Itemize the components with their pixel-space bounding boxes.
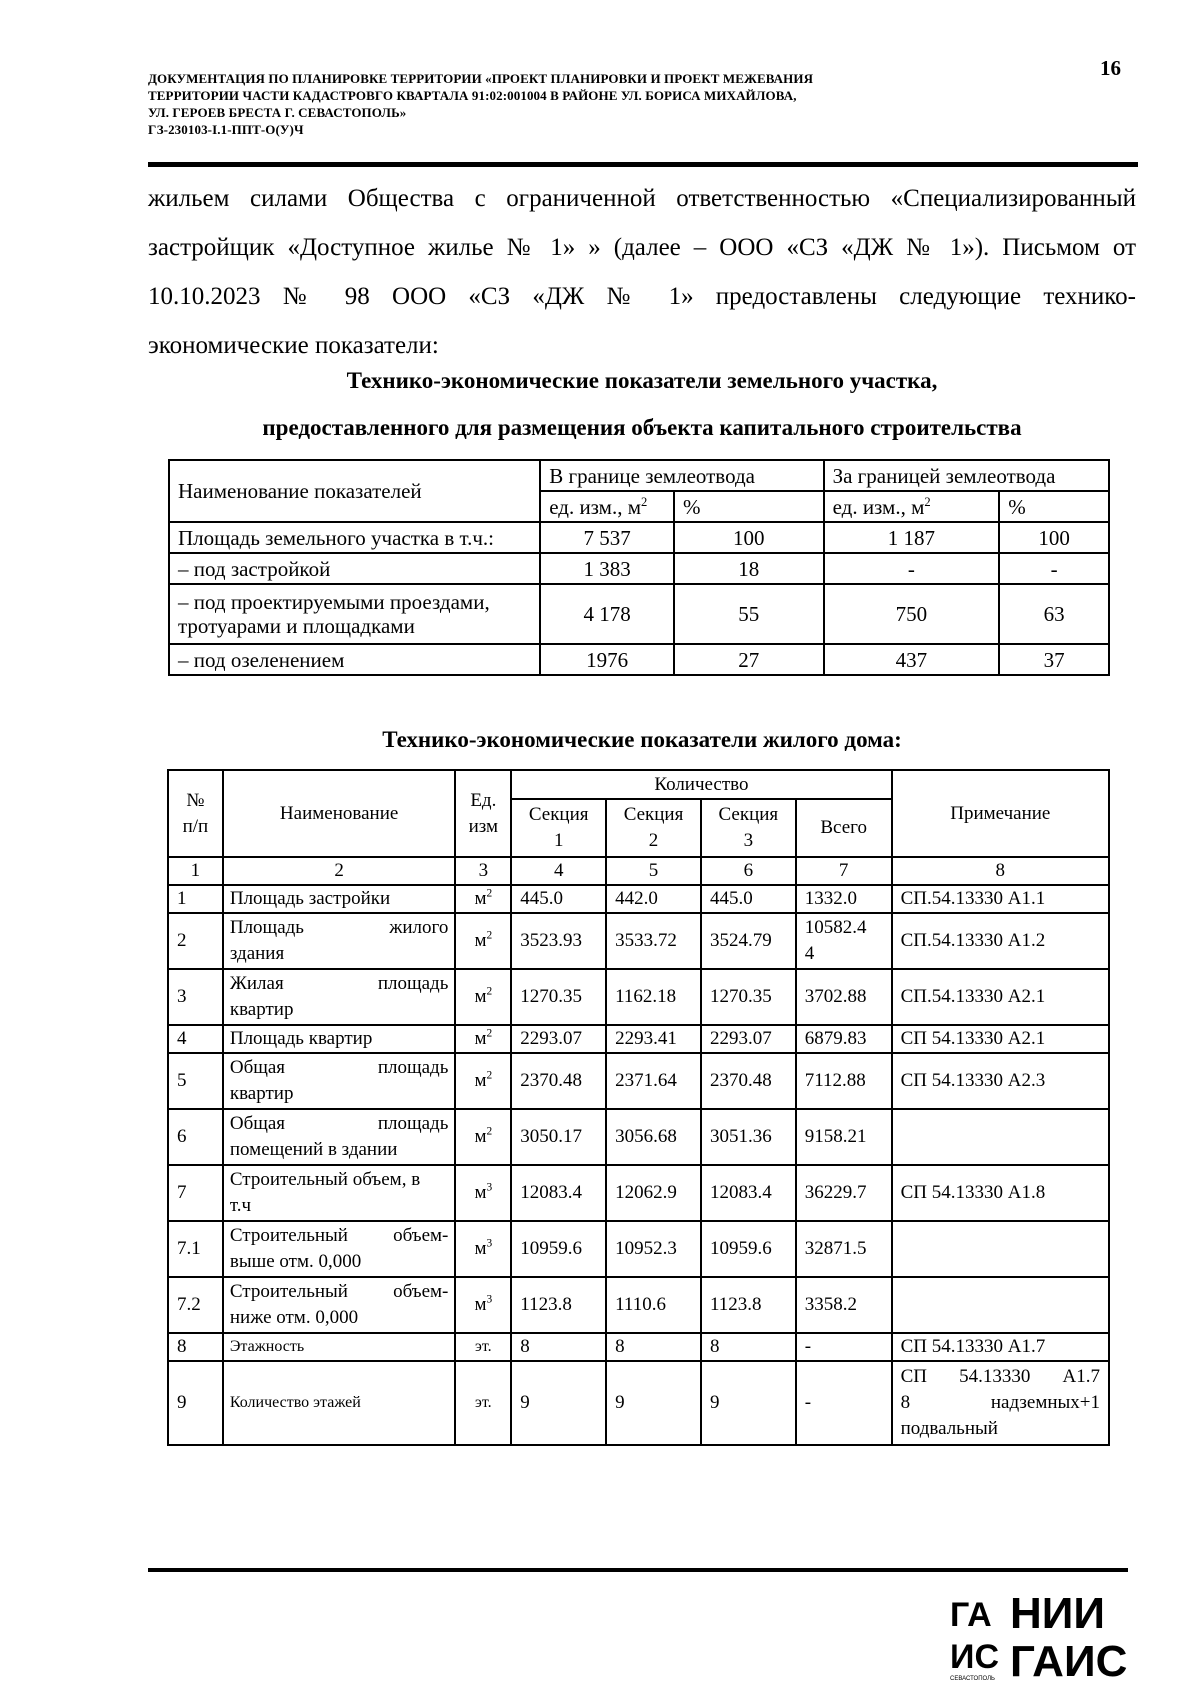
- table-row: 8 Этажность эт. 8 8 8 - СП 54.13330 А1.7: [168, 1333, 1109, 1361]
- table1-title: Технико-экономические показатели земельного участка,: [346, 368, 938, 393]
- table-row: – под проектируемыми проездами, тротуарами и площадками 4 178 55 750 63: [169, 584, 1109, 644]
- table-row: 1 Площадь застройки $м^2$ 445.0 442.0 445.0 1332.0 СП.54.13330 А1.1: [168, 885, 1109, 913]
- header-percent: %: [999, 491, 1109, 522]
- niigais-logo: [950, 1588, 1130, 1683]
- header-percent: %: [674, 491, 824, 522]
- header-quantity: Количество: [511, 770, 891, 799]
- header-unit: ед. изм., $м^2$: [824, 491, 1000, 522]
- header-section: Секция 1: [511, 799, 606, 857]
- logo-mark-top: ГА: [950, 1596, 992, 1634]
- header-name: Наименование: [223, 770, 456, 857]
- table-row: 4 Площадь квартир $м^2$ 2293.07 2293.41 2293.07 6879.83 СП 54.13330 А2.1: [168, 1025, 1109, 1053]
- document-header: [148, 70, 1048, 138]
- table-row: 6 Общая площадь помещений в здании $м^2$ 3050.17 3056.68 3051.36 9158.21: [168, 1109, 1109, 1165]
- table1-subtitle: предоставленного для размещения объекта капитального строительства: [262, 415, 1022, 440]
- land-plot-table: [168, 459, 1110, 676]
- header-section: Секция 3: [701, 799, 796, 857]
- table2-title: Технико-экономические показатели жилого дома:: [382, 727, 902, 752]
- table-row: 7 Строительный объем, в т.ч $м^3$ 12083.4 12062.9 12083.4 36229.7 СП 54.13330 А1.8: [168, 1165, 1109, 1221]
- table-row: 7.2 Строительный объем- ниже отм. 0,000 $м^3$ 1123.8 1110.6 1123.8 3358.2: [168, 1277, 1109, 1333]
- table-row: 5 Общая площадь квартир $м^2$ 2370.48 2371.64 2370.48 7112.88 СП 54.13330 А2.3: [168, 1053, 1109, 1109]
- table-row: 3 Жилая площадь квартир $м^2$ 1270.35 1162.18 1270.35 3702.88 СП.54.13330 А2.1: [168, 969, 1109, 1025]
- header-line: УЛ. ГЕРОЕВ БРЕСТА Г. СЕВАСТОПОЛЬ»: [148, 105, 407, 120]
- header-inside: В границе землеотвода: [540, 460, 823, 491]
- logo-mark-bottom: ИС: [950, 1638, 999, 1676]
- header-line: ДОКУМЕНТАЦИЯ ПО ПЛАНИРОВКЕ ТЕРРИТОРИИ «ПРОЕКТ ПЛАНИРОВКИ И ПРОЕКТ МЕЖЕВАНИЯ: [148, 71, 814, 86]
- footer-divider: [148, 1568, 1128, 1572]
- logo-line1: НИИ: [1010, 1589, 1106, 1638]
- header-line: ГЗ-230103-I.1-ППТ-О(У)Ч: [148, 122, 304, 137]
- header-section: Секция 2: [606, 799, 701, 857]
- paragraph-line: застройщик «Доступное жилье № 1» » (далее – ООО «СЗ «ДЖ № 1»). Письмом от: [148, 234, 1136, 261]
- table-row: 7.1 Строительный объем- выше отм. 0,000 $м^3$ 10959.6 10952.3 10959.6 32871.5: [168, 1221, 1109, 1277]
- table-row: – под озеленением 1976 27 437 37: [169, 644, 1109, 675]
- paragraph-line: 10.10.2023 № 98 ООО «СЗ «ДЖ № 1» предоставлены следующие технико-: [148, 283, 1136, 310]
- page-number: 16: [1100, 56, 1121, 80]
- table-row: – под застройкой 1 383 18 - -: [169, 553, 1109, 584]
- logo-line2: ГАИС: [1010, 1637, 1128, 1683]
- logo-caption: СЕВАСТОПОЛЬ: [950, 1676, 995, 1682]
- column-number-row: 1 2 3 4 5 6 7 8: [168, 857, 1109, 885]
- paragraph-line: жильем силами Общества с ограниченной ответственностью «Специализированный: [148, 185, 1136, 212]
- building-table: [167, 769, 1110, 1446]
- header-line: ТЕРРИТОРИИ ЧАСТИ КАДАСТРОВГО КВАРТАЛА 91:02:001004 В РАЙОНЕ УЛ. БОРИСА МИХАЙЛОВА,: [148, 88, 797, 103]
- header-number: № п/п: [168, 770, 223, 857]
- header-unit: ед. изм., $м^2$: [540, 491, 674, 522]
- table-row: 2 Площадь жилого здания $м^2$ 3523.93 3533.72 3524.79 10582.4 4 СП.54.13330 А1.2: [168, 913, 1109, 969]
- header-outside: За границей землеотвода: [824, 460, 1109, 491]
- table-row: Площадь земельного участка в т.ч.: 7 537 100 1 187 100: [169, 522, 1109, 553]
- header-note: Примечание: [892, 770, 1109, 857]
- header-divider: [148, 162, 1138, 167]
- header-total: Всего: [796, 799, 892, 857]
- body-paragraph: [148, 174, 1136, 370]
- header-name: Наименование показателей: [169, 460, 540, 522]
- table-row: 9 Количество этажей эт. 9 9 9 - СП 54.13330 А1.7 8 надземных+1 подвальный: [168, 1361, 1109, 1445]
- header-unit: Ед. изм: [455, 770, 511, 857]
- logo-icon: [950, 1588, 1130, 1683]
- paragraph-line: экономические показатели:: [148, 332, 439, 359]
